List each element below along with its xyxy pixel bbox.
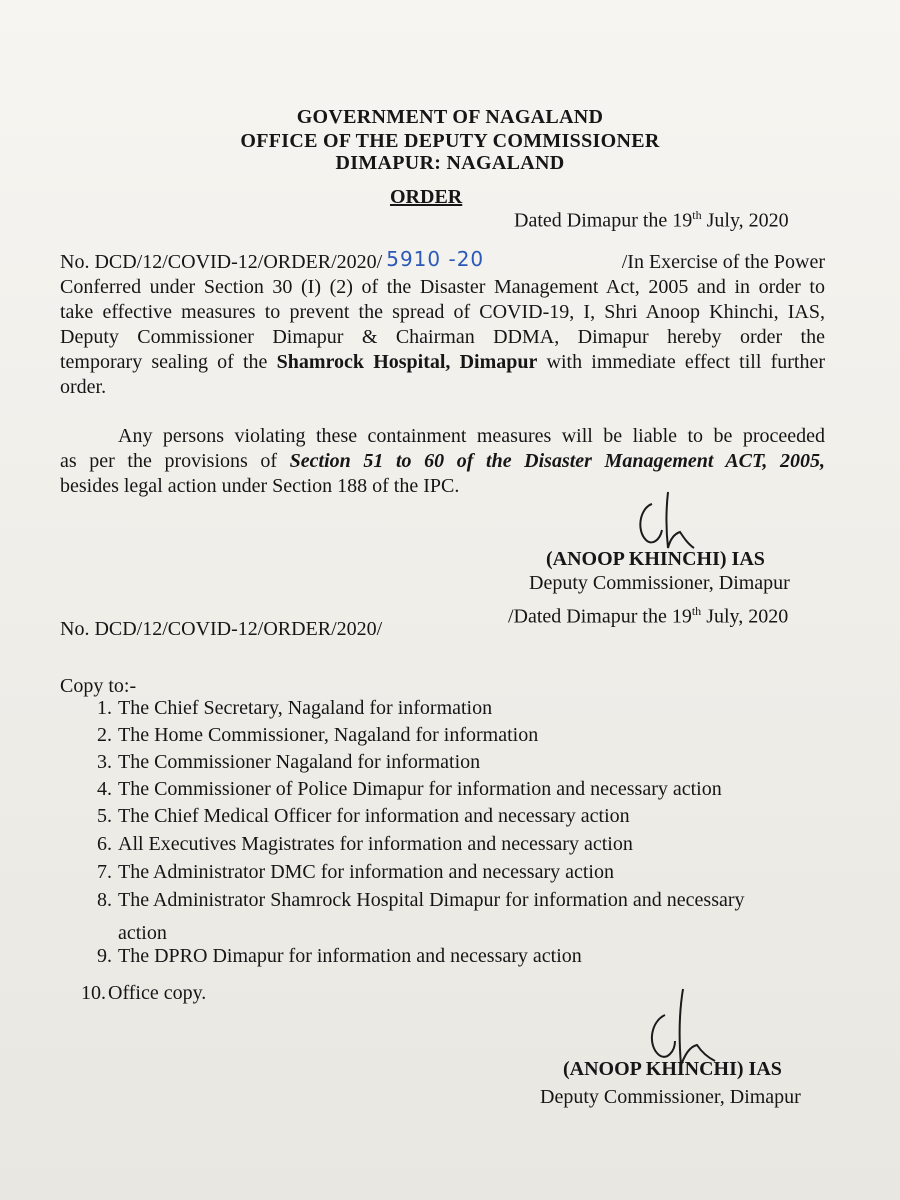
signatory-designation-2: Deputy Commissioner, Dimapur (540, 1086, 801, 1108)
header-government: GOVERNMENT OF NAGALAND (296, 106, 604, 128)
copy-to-item: 2. The Home Commissioner, Nagaland for information (97, 724, 539, 746)
copy-to-item: 7. The Administrator DMC for information and necessary action (97, 861, 614, 883)
copy-to-item-continuation: action (118, 922, 167, 944)
header-office: OFFICE OF THE DEPUTY COMMISSIONER (240, 130, 660, 152)
order-date: Dated Dimapur the 19th July, 2020 (514, 208, 789, 232)
endorsement-date: /Dated Dimapur the 19th July, 2020 (508, 604, 789, 628)
copy-to-item: 5. The Chief Medical Officer for information and necessary action (97, 805, 630, 827)
copy-to-item: 3. The Commissioner Nagaland for information (97, 751, 481, 773)
order-paragraph-2: Any persons violating these containment measures will be liable to be proceeded as per the provisions of Section 51 to 60 of the Disaster Management ACT, 2005, besides legal action under Section 188 of the IPC. (60, 425, 825, 497)
endorsement-number: No. DCD/12/COVID-12/ORDER/2020/ (60, 618, 383, 640)
section-reference: Section 51 to 60 of the Disaster Management ACT, 2005, (289, 450, 825, 472)
signatory-name-2: (ANOOP KHINCHI) IAS (563, 1058, 782, 1080)
header-location: DIMAPUR: NAGALAND (335, 152, 565, 174)
hospital-name: Shamrock Hospital, Dimapur (276, 351, 538, 373)
copy-to-item: 6. All Executives Magistrates for information and necessary action (97, 833, 633, 855)
copy-to-item: 8. The Administrator Shamrock Hospital Dimapur for information and necessary (97, 889, 745, 911)
order-number: No. DCD/12/COVID-12/ORDER/2020/ (60, 251, 383, 273)
signatory-designation-1: Deputy Commissioner, Dimapur (529, 572, 790, 594)
order-number-line: No. DCD/12/COVID-12/ORDER/2020/ 5910 -20 /In Exercise of the Power (60, 247, 825, 273)
handwritten-order-number: 5910 -20 (386, 247, 485, 271)
order-title: ORDER (390, 186, 463, 208)
copy-to-heading: Copy to:- (60, 675, 137, 697)
copy-to-item: 10. Office copy. (81, 982, 207, 1004)
copy-to-item: 4. The Commissioner of Police Dimapur for information and necessary action (97, 778, 722, 800)
order-paragraph-1: No. DCD/12/COVID-12/ORDER/2020/ 5910 -20 /In Exercise of the Power Conferred under Section 30 (I) (2) of the Disaster Management Act, 2005 and in order to take effective measures to prevent the spread of COVID-19, I, Shri Anoop Khinchi, IAS, Deputy Commissioner Dimapur & Chairman DDMA, Dimapur hereby order the temporary sealing of the Shamrock Hospital, Dimapur with immediate effect till further order. (60, 247, 825, 398)
signatory-name-1: (ANOOP KHINCHI) IAS (546, 548, 765, 570)
copy-to-item: 9. The DPRO Dimapur for information and necessary action (97, 945, 582, 967)
copy-to-item: 1. The Chief Secretary, Nagaland for information (97, 697, 493, 719)
